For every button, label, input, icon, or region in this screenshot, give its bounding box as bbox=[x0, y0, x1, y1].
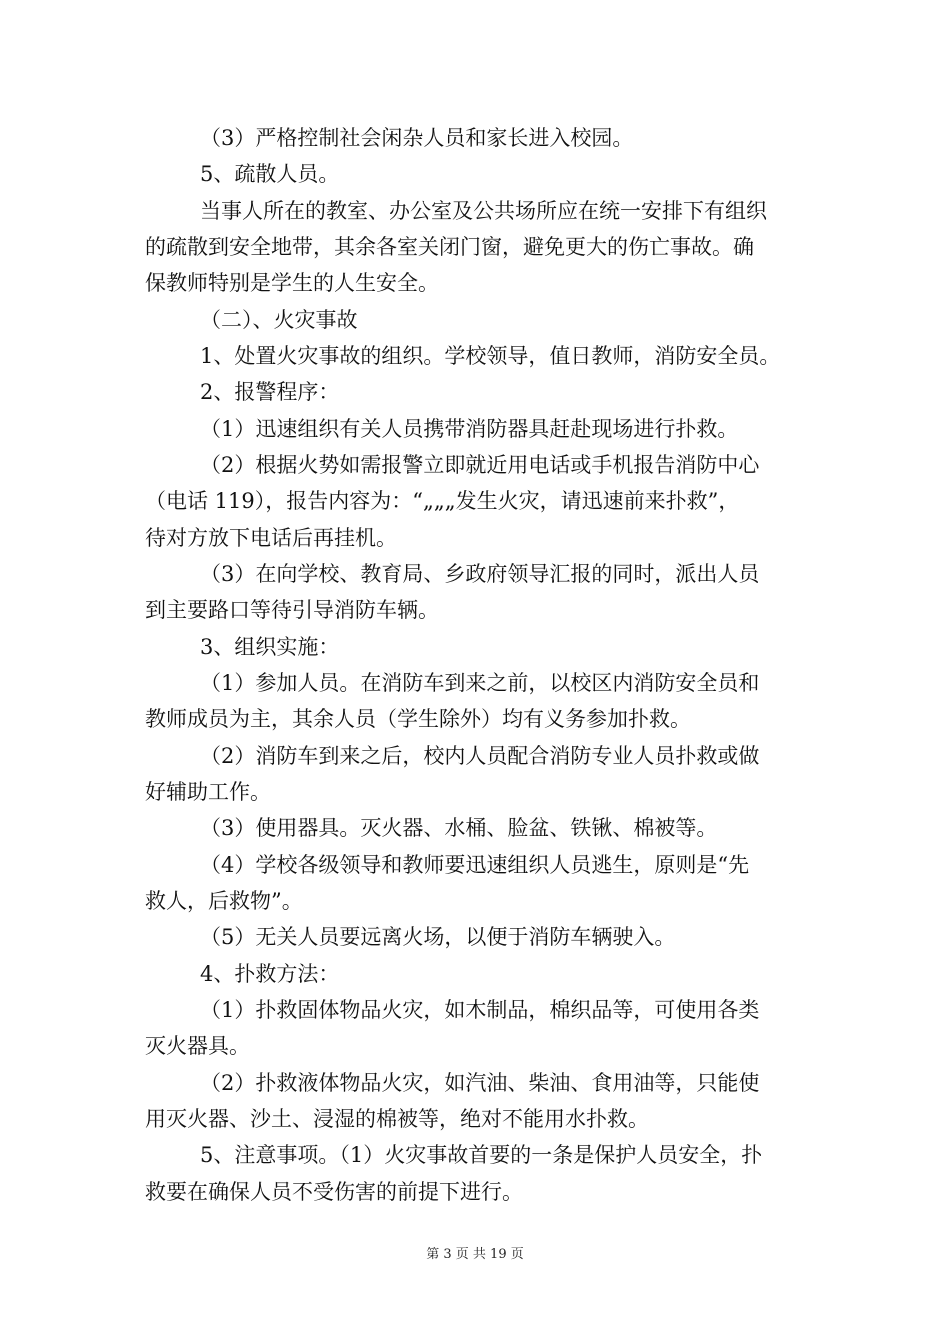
paragraph-line: 用灭火器、沙土、浸湿的棉被等，绝对不能用水扑救。 bbox=[145, 1107, 649, 1131]
paragraph-line: 5、注意事项。（1）火灾事故首要的一条是保护人员安全，扑 bbox=[200, 1143, 763, 1167]
paragraph-line: 救要在确保人员不受伤害的前提下进行。 bbox=[145, 1180, 523, 1204]
paragraph-line: （2）根据火势如需报警立即就近用电话或手机报告消防中心 bbox=[200, 453, 760, 477]
paragraph-line: （电话 119），报告内容为：“„„„发生火灾，请迅速前来扑救”， bbox=[145, 489, 740, 513]
paragraph-line: （2）消防车到来之后，校内人员配合消防专业人员扑救或做 bbox=[200, 744, 760, 768]
paragraph-line: 2、报警程序： bbox=[200, 380, 340, 404]
paragraph-line: （4）学校各级领导和教师要迅速组织人员逃生，原则是“先 bbox=[200, 853, 750, 877]
paragraph-line: 待对方放下电话后再挂机。 bbox=[145, 526, 397, 550]
paragraph-line: （1）参加人员。在消防车到来之前，以校区内消防安全员和 bbox=[200, 671, 760, 695]
page-number-footer: 第 3 页 共 19 页 bbox=[426, 1247, 524, 1262]
paragraph-line: 教师成员为主，其余人员（学生除外）均有义务参加扑救。 bbox=[145, 707, 691, 731]
paragraph-line: 救人，后救物”。 bbox=[145, 889, 303, 913]
paragraph-line: （3）在向学校、教育局、乡政府领导汇报的同时，派出人员 bbox=[200, 562, 760, 586]
paragraph-line: （1）扑救固体物品火灾，如木制品，棉织品等，可使用各类 bbox=[200, 998, 760, 1022]
paragraph-line: （3）严格控制社会闲杂人员和家长进入校园。 bbox=[200, 126, 634, 150]
paragraph-line: （3）使用器具。灭火器、水桶、脸盆、铁锹、棉被等。 bbox=[200, 816, 718, 840]
paragraph-line: （1）迅速组织有关人员携带消防器具赶赴现场进行扑救。 bbox=[200, 417, 739, 441]
paragraph-line: 4、扑救方法： bbox=[200, 962, 340, 986]
paragraph-line: 保教师特别是学生的人生安全。 bbox=[145, 271, 439, 295]
paragraph-line: 的疏散到安全地带，其余各室关闭门窗，避免更大的伤亡事故。确 bbox=[145, 235, 754, 259]
paragraph-line: 好辅助工作。 bbox=[145, 780, 271, 804]
paragraph-line: 5、疏散人员。 bbox=[200, 162, 340, 186]
section-heading: （二）、火灾事故 bbox=[200, 308, 358, 332]
paragraph-line: 到主要路口等待引导消防车辆。 bbox=[145, 598, 439, 622]
paragraph-line: （2）扑救液体物品火灾，如汽油、柴油、食用油等，只能使 bbox=[200, 1071, 760, 1095]
paragraph-line: 3、组织实施： bbox=[200, 635, 340, 659]
paragraph-line: （5）无关人员要远离火场，以便于消防车辆驶入。 bbox=[200, 925, 676, 949]
paragraph-line: 1、处置火灾事故的组织。学校领导，值日教师，消防安全员。 bbox=[200, 344, 781, 368]
paragraph-line: 灭火器具。 bbox=[145, 1034, 250, 1058]
paragraph-line: 当事人所在的教室、办公室及公共场所应在统一安排下有组织 bbox=[200, 199, 767, 223]
